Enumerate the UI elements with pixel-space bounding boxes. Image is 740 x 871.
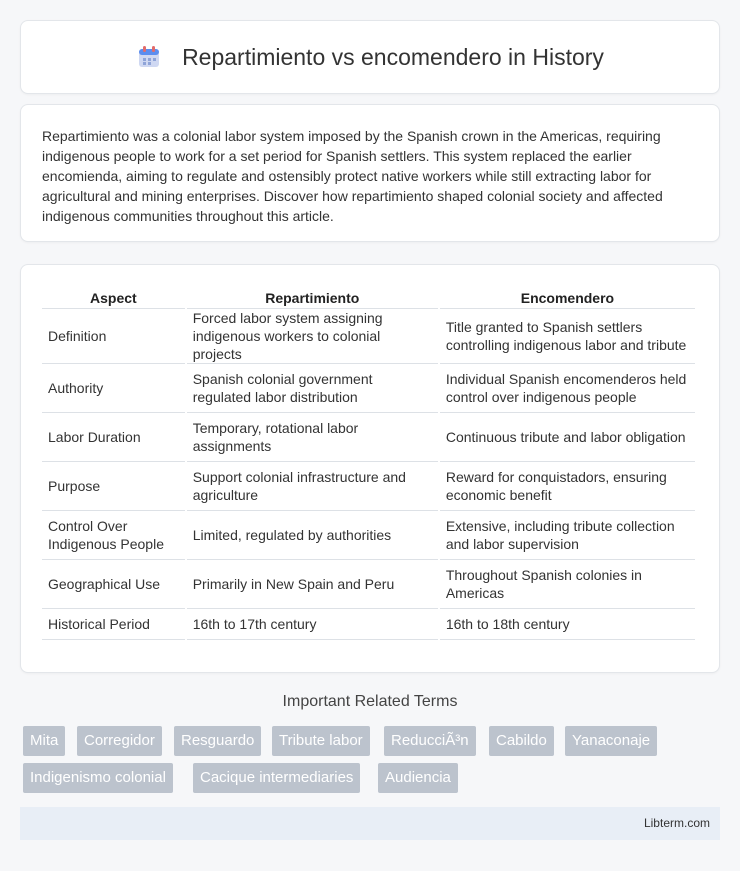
- calendar-icon: [136, 44, 162, 70]
- table-cell: Historical Period: [42, 609, 185, 640]
- table-row: [42, 364, 695, 413]
- header-card: [20, 20, 720, 94]
- table-cell: Throughout Spanish colonies in Americas: [440, 560, 695, 609]
- table-cell: Temporary, rotational labor assignments: [187, 413, 438, 462]
- table-row: [42, 609, 695, 640]
- table-cell: 16th to 18th century: [440, 609, 695, 640]
- table-cell: Individual Spanish encomenderos held control over indigenous people: [440, 364, 695, 413]
- footer-site-link[interactable]: Libterm.com: [643, 816, 710, 830]
- related-term-tag[interactable]: Tribute labor: [272, 726, 370, 756]
- intro-paragraph: Repartimiento was a colonial labor system imposed by the Spanish crown in the Americas, requiring indigenous people to work for a set period for Spanish settlers. This system replaced the earlier encomienda, aiming to regulate and ostensibly protect native workers while still extracting labor for agricultural and mining enterprises. Discover how repartimiento shaped colonial society and affected indigenous communities throughout this article.: [42, 128, 663, 224]
- table-cell: Extensive, including tribute collection and labor supervision: [440, 511, 695, 560]
- column-header: Encomendero: [440, 287, 695, 309]
- column-header: Aspect: [42, 287, 185, 309]
- intro-card: [20, 104, 720, 242]
- table-cell: Support colonial infrastructure and agriculture: [187, 462, 438, 511]
- table-cell: Authority: [42, 364, 185, 413]
- table-cell: Forced labor system assigning indigenous workers to colonial projects: [187, 309, 438, 364]
- table-row: [42, 511, 695, 560]
- related-terms-title: Important Related Terms: [282, 693, 458, 710]
- table-header-row: [42, 287, 695, 309]
- related-term-tag[interactable]: Indigenismo colonial: [23, 763, 173, 793]
- table-row: [42, 309, 695, 364]
- related-term-tag[interactable]: Corregidor: [77, 726, 162, 756]
- related-term-tag[interactable]: Audiencia: [378, 763, 458, 793]
- table-cell: Control Over Indigenous People: [42, 511, 185, 560]
- related-term-tag[interactable]: Resguardo: [174, 726, 261, 756]
- table-cell: Continuous tribute and labor obligation: [440, 413, 695, 462]
- comparison-card: [20, 264, 720, 673]
- table-row: [42, 462, 695, 511]
- comparison-table: [40, 287, 697, 640]
- table-cell: Purpose: [42, 462, 185, 511]
- related-term-tag[interactable]: Mita: [23, 726, 65, 756]
- related-term-tag[interactable]: ReducciÃ³n: [384, 726, 476, 756]
- page-title: Repartimiento vs encomendero in History: [182, 43, 604, 70]
- related-term-tag[interactable]: Cacique intermediaries: [193, 763, 360, 793]
- table-cell: 16th to 17th century: [187, 609, 438, 640]
- title-wrap: [136, 44, 604, 71]
- table-row: [42, 560, 695, 609]
- table-cell: Labor Duration: [42, 413, 185, 462]
- table-cell: Limited, regulated by authorities: [187, 511, 438, 560]
- table-cell: Primarily in New Spain and Peru: [187, 560, 438, 609]
- table-cell: Geographical Use: [42, 560, 185, 609]
- column-header: Repartimiento: [187, 287, 438, 309]
- related-term-tag[interactable]: Cabildo: [489, 726, 554, 756]
- footer: [20, 807, 720, 840]
- table-cell: Definition: [42, 309, 185, 364]
- table-cell: Title granted to Spanish settlers controlling indigenous labor and tribute: [440, 309, 695, 364]
- table-cell: Spanish colonial government regulated labor distribution: [187, 364, 438, 413]
- table-cell: Reward for conquistadors, ensuring economic benefit: [440, 462, 695, 511]
- related-term-tag[interactable]: Yanaconaje: [565, 726, 657, 756]
- table-row: [42, 413, 695, 462]
